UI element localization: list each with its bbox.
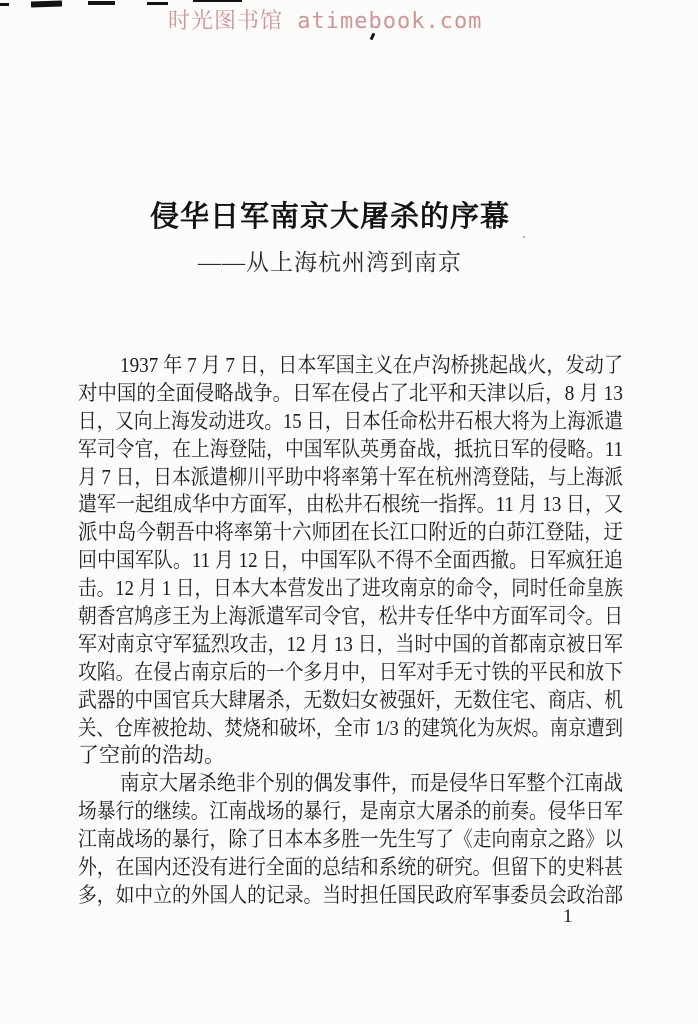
body-text-line: 场暴行的继续。江南战场的暴行，是南京大屠杀的前奏。侵华日军 — [78, 799, 623, 824]
scan-artifact — [0, 3, 9, 6]
title-block — [38, 194, 622, 277]
body-text-line: 多，如中立的外国人的记录。当时担任国民政府军事委员会政治部 — [78, 882, 623, 907]
body-text-line: 关、仓库被抢劫、焚烧和破坏，全市 1/3 的建筑化为灰烬。南京遭到 — [78, 715, 623, 740]
page-number: 1 — [563, 906, 573, 927]
body-text-line: 回中国军队。11 月 12 日，中国军队不得不全面西撤。日军疯狂追 — [78, 548, 623, 573]
scan-artifact — [193, 0, 242, 2]
scan-artifact — [147, 2, 168, 5]
body-text-line: 军对南京守军猛烈攻击，12 月 13 日，当时中国的首都南京被日军 — [78, 631, 623, 656]
scan-artifact — [88, 1, 115, 5]
body-text-line: 日，又向上海发动进攻。15 日，日本任命松井石根大将为上海派遣 — [78, 408, 623, 433]
scan-artifact — [31, 0, 62, 7]
body-text-line: 攻陷。在侵占南京后的一个多月中，日军对手无寸铁的平民和放下 — [78, 659, 623, 684]
body-text-line: 派中岛今朝吾中将率第十六师团在长江口附近的白茆江登陆，迂 — [78, 520, 623, 545]
body-text-line: 江南战场的暴行，除了日本本多胜一先生写了《走向南京之路》以 — [78, 827, 623, 852]
body-text-line: 朝香宫鸠彦王为上海派遣军司令官，松井专任华中方面军司令。日 — [78, 604, 623, 629]
body-text-line: 了空前的浩劫。 — [78, 743, 225, 768]
body-text-line: 击。12 月 1 日，日本大本营发出了进攻南京的命令，同时任命皇族 — [78, 576, 623, 601]
body-text-line: 1937 年 7 月 7 日，日本军国主义在卢沟桥挑起战火，发动了 — [120, 353, 623, 377]
body-text-line: 遣军一起组成华中方面军，由松井石根统一指挥。11 月 13 日，又 — [78, 492, 623, 517]
library-watermark: 时光图书馆 atimebook.com — [168, 9, 483, 34]
page-subtitle: ——从上海杭州湾到南京 — [198, 250, 462, 275]
page-title: 侵华日军南京大屠杀的序幕 — [149, 201, 510, 233]
body-text-line: 对中国的全面侵略战争。日军在侵占了北平和天津以后，8 月 13 — [78, 380, 623, 405]
body-text-line: 军司令官，在上海登陆，中国军队英勇奋战，抵抗日军的侵略。11 — [78, 436, 623, 461]
body-text-line: 武器的中国官兵大肆屠杀，无数妇女被强奸，无数住宅、商店、机 — [78, 687, 623, 712]
body-text-line: 南京大屠杀绝非个别的偶发事件，而是侵华日军整个江南战 — [120, 771, 623, 796]
body-text-line: 月 7 日，日本派遣柳川平助中将率第十军在杭州湾登陆，与上海派 — [78, 464, 623, 489]
body-text — [78, 352, 623, 910]
body-text-line: 外，在国内还没有进行全面的总结和系统的研究。但留下的史料甚 — [78, 855, 623, 880]
